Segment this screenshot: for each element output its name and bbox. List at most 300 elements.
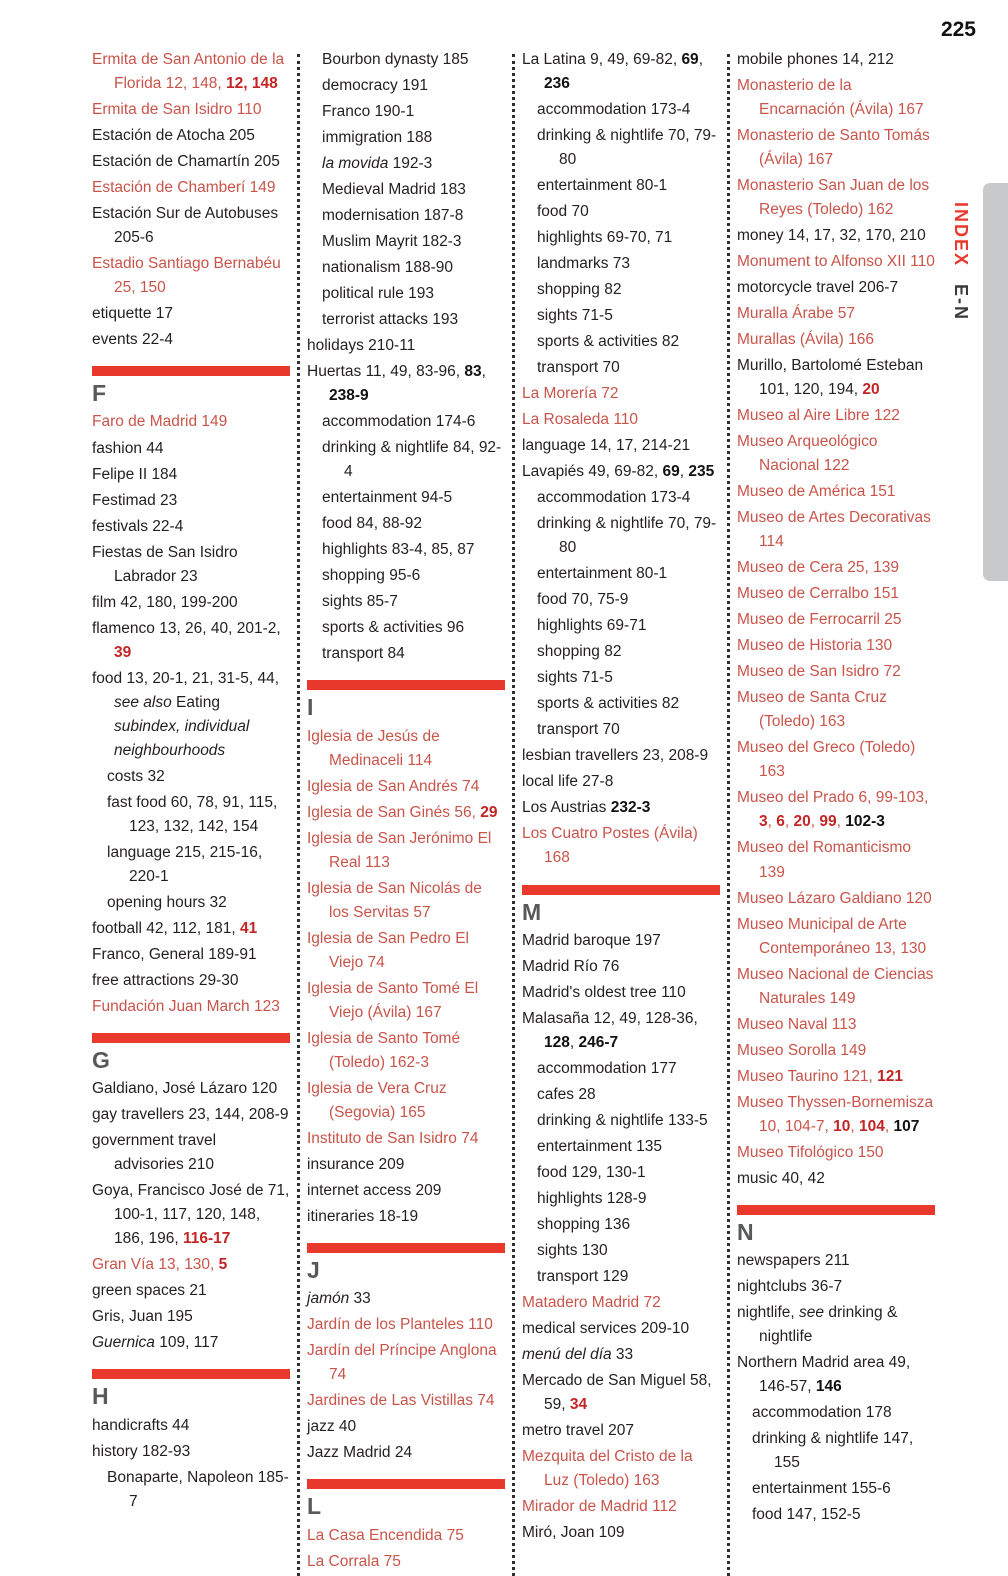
index-entry — [522, 822, 720, 870]
index-entry — [522, 770, 720, 794]
index-entry — [737, 1039, 935, 1063]
index-entry — [537, 1213, 720, 1237]
entry-text-run: football 42, 112, 181, — [92, 919, 240, 937]
index-column-3 — [522, 48, 720, 1576]
entry-text-run: drinking & nightlife 70, 79-80 — [537, 127, 717, 169]
index-entry — [737, 328, 935, 352]
index-entry — [737, 404, 935, 428]
index-entry — [307, 1077, 505, 1125]
entry-text-run: sights 85-7 — [322, 593, 398, 611]
section-divider-bar — [307, 1243, 505, 1253]
section-letter: G — [92, 1046, 110, 1073]
entry-text-run: transport 70 — [537, 721, 620, 739]
entry-text-run: Museo del Romanticismo 139 — [737, 839, 912, 881]
index-entry — [737, 506, 935, 554]
index-entry — [522, 1343, 720, 1367]
entry-text-run: Museo de Santa Cruz (Toledo) 163 — [737, 689, 887, 731]
entry-text-run: accommodation 173-4 — [537, 489, 691, 507]
section-letter: I — [307, 694, 314, 721]
index-entry — [92, 410, 290, 434]
entry-text-run: etiquette 17 — [92, 305, 174, 323]
entry-text-run: language 215, 215-16, 220-1 — [107, 843, 263, 885]
index-entry — [737, 1141, 935, 1165]
entry-text-run: accommodation 177 — [537, 1059, 677, 1077]
entry-text-run: Estación Sur de Autobuses 205-6 — [92, 205, 279, 247]
index-entry — [307, 977, 505, 1025]
entry-text-run: Monument to Alfonso XII 110 — [737, 253, 935, 271]
index-entry — [92, 124, 290, 148]
index-entry — [92, 463, 290, 487]
index-entry — [92, 667, 290, 763]
entry-text-run: government travel advisories 210 — [92, 1132, 217, 1174]
entry-text-run: Iglesia de San Pedro El Viejo 74 — [307, 929, 469, 971]
index-entry — [107, 891, 290, 915]
entry-text-run: food 70 — [537, 203, 589, 221]
index-entry — [737, 887, 935, 911]
index-entry — [307, 1415, 505, 1439]
entry-text-run: , — [810, 813, 820, 831]
index-entry — [537, 124, 720, 172]
entry-text-run: medical services 209-10 — [522, 1320, 690, 1338]
entry-text-run: sports & activities 82 — [537, 333, 680, 351]
index-entry — [522, 1317, 720, 1341]
index-entry — [307, 927, 505, 975]
entry-text-run: 39 — [114, 643, 132, 661]
entry-text-run: La Corrala 75 — [307, 1552, 401, 1570]
entry-text-run: entertainment 94-5 — [322, 489, 453, 507]
entry-text-run: democracy 191 — [322, 77, 428, 95]
index-entry — [92, 917, 290, 941]
entry-text-run: sights 130 — [537, 1241, 608, 1259]
entry-text-run: menú del día — [522, 1346, 612, 1364]
entry-text-run: Faro de Madrid 149 — [92, 413, 228, 431]
index-entry — [522, 408, 720, 432]
index-entry — [537, 1083, 720, 1107]
index-column-1 — [92, 48, 290, 1576]
index-entry — [307, 877, 505, 925]
section-header-h — [92, 1369, 290, 1409]
entry-text-run: 99 — [819, 813, 837, 831]
entry-text-run: 246-7 — [578, 1033, 619, 1051]
entry-text-run: Fundación Juan March 123 — [92, 997, 280, 1015]
index-entry — [307, 1179, 505, 1203]
tab-index-label: INDEX — [951, 202, 971, 268]
entry-text-run: food 84, 88-92 — [322, 515, 422, 533]
index-entry — [322, 48, 505, 72]
index-entry — [92, 202, 290, 250]
index-entry — [322, 204, 505, 228]
index-entry — [737, 224, 935, 248]
entry-text-run: highlights 83-4, 85, 87 — [322, 541, 475, 559]
index-entry — [322, 178, 505, 202]
index-entry — [307, 334, 505, 358]
index-entry — [307, 360, 505, 408]
index-entry — [322, 616, 505, 640]
entry-text-run: Museo de Ferrocarril 25 — [737, 611, 902, 629]
index-entry — [537, 98, 720, 122]
entry-text-run: landmarks 73 — [537, 255, 631, 273]
entry-text-run: shopping 82 — [537, 281, 622, 299]
index-entry — [522, 434, 720, 458]
entry-text-run: nightlife, — [737, 1304, 800, 1322]
section-letter: F — [92, 380, 107, 407]
index-entry — [537, 588, 720, 612]
entry-text-run: Museo de Historia 130 — [737, 637, 893, 655]
index-entry — [737, 686, 935, 734]
entry-text-run: 109, 117 — [154, 1334, 219, 1352]
entry-text-run: Museo Nacional de Ciencias Naturales 149 — [737, 965, 934, 1007]
entry-text-run: Museo de Cera 25, 139 — [737, 559, 899, 577]
index-entry — [307, 725, 505, 773]
index-entry — [737, 660, 935, 684]
index-entry — [737, 836, 935, 884]
entry-text-run: Museo Arqueológico Nacional 122 — [737, 433, 878, 475]
entry-text-run: Festimad 23 — [92, 491, 178, 509]
entry-text-run: Gran Vía 13, 130, — [92, 1256, 219, 1274]
entry-text-run: 10 — [833, 1117, 851, 1135]
entry-text-run: Northern Madrid area 49, 146-57, — [737, 1354, 911, 1396]
index-entry — [537, 304, 720, 328]
entry-text-run: 238-9 — [329, 387, 369, 405]
entry-text-run: Medieval Madrid 183 — [322, 181, 466, 199]
entry-text-run: mobile phones 14, 212 — [737, 51, 894, 68]
index-entry — [522, 1007, 720, 1055]
index-entry — [92, 1129, 290, 1177]
entry-text-run: , — [767, 813, 777, 831]
entry-text-run: shopping 82 — [537, 643, 622, 661]
index-entry — [307, 1027, 505, 1075]
entry-text-run: modernisation 187-8 — [322, 207, 464, 225]
index-entry — [737, 786, 935, 834]
entry-text-run: Ermita de San Isidro 110 — [92, 101, 262, 119]
entry-text-run: , — [569, 1033, 579, 1051]
index-entry — [307, 1339, 505, 1387]
index-entry — [92, 943, 290, 967]
index-entry — [737, 963, 935, 1011]
column-separator — [512, 54, 515, 1576]
index-entry — [307, 1127, 505, 1151]
entry-text-run: Monasterio de Santo Tomás (Ávila) 167 — [737, 127, 930, 169]
entry-text-run: Estación de Atocha 205 — [92, 127, 255, 145]
index-entry — [92, 591, 290, 615]
entry-text-run: Madrid Río 76 — [522, 957, 620, 975]
index-entry — [307, 1287, 505, 1311]
entry-text-run: Galdiano, José Lázaro 120 — [92, 1080, 278, 1098]
entry-text-run: Museo Lázaro Galdiano 120 — [737, 889, 932, 907]
entry-text-run: 34 — [569, 1396, 588, 1414]
entry-text-run: holidays 210-11 — [307, 337, 416, 355]
index-entry — [737, 1275, 935, 1299]
index-entry — [92, 302, 290, 326]
entry-text-run: Iglesia de Santo Tomé (Toledo) 162-3 — [307, 1029, 461, 1071]
index-entry — [752, 1503, 935, 1527]
entry-text-run: sports & activities 96 — [322, 619, 465, 637]
index-entry — [737, 174, 935, 222]
index-entry — [752, 1401, 935, 1425]
index-entry — [522, 1521, 720, 1545]
entry-text-run: 192-3 — [388, 155, 433, 173]
index-entry — [92, 1331, 290, 1355]
index-entry — [322, 152, 505, 176]
entry-text-run: green spaces 21 — [92, 1282, 207, 1300]
entry-text-run: Malasaña 12, 49, 128-36, — [522, 1009, 698, 1027]
entry-text-run: 232-3 — [610, 799, 651, 817]
index-entry — [92, 48, 290, 96]
entry-text-run: , — [884, 1117, 894, 1135]
entry-text-run: Madrid baroque 197 — [522, 931, 661, 949]
index-column-2 — [307, 48, 505, 1576]
index-entry — [537, 666, 720, 690]
entry-text-run: , — [784, 813, 794, 831]
index-entry — [322, 590, 505, 614]
index-entry — [92, 1077, 290, 1101]
index-entry — [537, 200, 720, 224]
section-header-l — [307, 1479, 505, 1519]
index-entry — [92, 98, 290, 122]
index-entry — [737, 1091, 935, 1139]
entry-text-run: Madrid's oldest tree 110 — [522, 983, 686, 1001]
section-divider-bar — [737, 1205, 935, 1215]
index-entry — [522, 1445, 720, 1493]
index-entry — [737, 1301, 935, 1349]
entry-text-run: Los Austrias — [522, 799, 611, 817]
entry-text-run: Iglesia de San Ginés 56, — [307, 803, 481, 821]
index-entry — [737, 608, 935, 632]
entry-text-run: 107 — [893, 1117, 920, 1135]
index-entry — [522, 460, 720, 484]
index-entry — [537, 1239, 720, 1263]
entry-text-run: Museo Sorolla 149 — [737, 1041, 867, 1059]
entry-text-run: 83 — [464, 363, 482, 381]
index-entry — [737, 1065, 935, 1089]
entry-text-run: motorcycle travel 206-7 — [737, 279, 899, 297]
entry-text-run: Franco 190-1 — [322, 103, 415, 121]
entry-text-run: costs 32 — [107, 767, 165, 785]
index-entry — [537, 356, 720, 380]
index-entry — [107, 765, 290, 789]
tab-range-label: E-N — [951, 284, 971, 322]
entry-text-run: 6 — [776, 813, 785, 831]
entry-text-run: drinking & nightlife 133-5 — [537, 1111, 708, 1129]
entry-text-run: la movida — [322, 155, 389, 173]
index-entry — [537, 330, 720, 354]
index-entry — [737, 736, 935, 784]
index-entry — [92, 1305, 290, 1329]
entry-text-run: entertainment 155-6 — [752, 1480, 891, 1498]
index-entry — [322, 256, 505, 280]
entry-text-run: Goya, Francisco José de 71, 100-1, 117, 120, 148, 186, 196, — [92, 1182, 290, 1248]
index-thumb-tab — [983, 183, 1008, 581]
entry-text-run: La Casa Encendida 75 — [307, 1526, 464, 1544]
entry-text-run: Iglesia de San Nicolás de los Servitas 57 — [307, 879, 482, 921]
entry-text-run: Iglesia de San Jerónimo El Real 113 — [307, 829, 492, 871]
entry-text-run: 128 — [544, 1033, 570, 1051]
index-entry — [537, 486, 720, 510]
index-entry — [107, 841, 290, 889]
index-entry — [737, 582, 935, 606]
entry-text-run: Guernica — [92, 1334, 155, 1352]
entry-text-run: Muralla Árabe 57 — [737, 305, 856, 323]
entry-text-run: , — [698, 51, 703, 68]
entry-text-run: La Morería 72 — [522, 385, 619, 403]
index-entry — [322, 564, 505, 588]
entry-text-run: entertainment 80-1 — [537, 565, 668, 583]
entry-text-run: 3 — [759, 813, 768, 831]
index-entry — [737, 1351, 935, 1399]
entry-text-run: Jardines de Las Vistillas 74 — [307, 1392, 495, 1410]
entry-text-run: lesbian travellers 23, 208-9 — [522, 747, 709, 765]
entry-text-run: 146 — [815, 1378, 842, 1396]
entry-text-run: highlights 128-9 — [537, 1189, 647, 1207]
entry-text-run: Museo del Greco (Toledo) 163 — [737, 739, 916, 781]
index-entry — [737, 1249, 935, 1273]
entry-text-run: 20 — [793, 813, 811, 831]
entry-text-run: Monasterio San Juan de los Reyes (Toledo) 162 — [737, 177, 930, 219]
entry-text-run: Los Cuatro Postes (Ávila) 168 — [522, 825, 698, 867]
index-entry — [322, 436, 505, 484]
section-letter: L — [307, 1493, 322, 1520]
entry-text-run: sights 71-5 — [537, 669, 613, 687]
index-entry — [537, 718, 720, 742]
index-entry — [322, 126, 505, 150]
entry-text-run: Gris, Juan 195 — [92, 1308, 193, 1326]
index-entry — [307, 1313, 505, 1337]
section-header-n — [737, 1205, 935, 1245]
index-entry — [537, 1109, 720, 1133]
entry-text-run: accommodation 174-6 — [322, 413, 476, 431]
entry-text-run: Matadero Madrid 72 — [522, 1294, 661, 1312]
section-divider-bar — [92, 366, 290, 376]
index-columns — [92, 48, 935, 1576]
entry-text-run: 5 — [218, 1256, 228, 1274]
index-entry — [307, 801, 505, 825]
entry-text-run: Jazz Madrid 24 — [307, 1444, 413, 1462]
index-entry — [737, 124, 935, 172]
entry-text-run: Iglesia de Vera Cruz (Segovia) 165 — [307, 1079, 447, 1121]
index-entry — [307, 1205, 505, 1229]
index-entry — [92, 1414, 290, 1438]
entry-text-run: 29 — [480, 803, 498, 821]
entry-text-run: opening hours 32 — [107, 893, 227, 911]
index-entry — [307, 1441, 505, 1465]
entry-text-run: sports & activities 82 — [537, 695, 680, 713]
section-header-i — [307, 680, 505, 720]
index-entry — [92, 176, 290, 200]
entry-text-run: 236 — [544, 75, 570, 93]
entry-text-run: Museo de San Isidro 72 — [737, 663, 901, 681]
entry-text-run: terrorist attacks 193 — [322, 311, 459, 329]
entry-text-run: language 14, 17, 214-21 — [522, 437, 691, 455]
entry-text-run: Estación de Chamberí 149 — [92, 179, 276, 197]
entry-text-run: 102-3 — [845, 813, 885, 831]
index-entry — [522, 1291, 720, 1315]
entry-text-run: Museo de América 151 — [737, 483, 896, 501]
index-entry — [92, 437, 290, 461]
index-entry — [107, 1466, 290, 1514]
index-entry — [107, 791, 290, 839]
entry-text-run: political rule 193 — [322, 285, 435, 303]
entry-text-run: 121 — [877, 1067, 904, 1085]
entry-text-run: cafes 28 — [537, 1085, 596, 1103]
index-entry — [92, 1179, 290, 1251]
index-entry — [322, 486, 505, 510]
entry-text-run: Bonaparte, Napoleon 185-7 — [107, 1468, 289, 1510]
index-entry — [322, 74, 505, 98]
entry-text-run: accommodation 178 — [752, 1404, 892, 1422]
index-entry — [737, 480, 935, 504]
entry-text-run: entertainment 135 — [537, 1137, 662, 1155]
section-header-f — [92, 366, 290, 406]
index-entry — [307, 1153, 505, 1177]
entry-text-run: , — [836, 813, 846, 831]
index-entry — [737, 276, 935, 300]
entry-text-run: 12, 148 — [226, 75, 278, 93]
entry-text-run: transport 84 — [322, 645, 405, 663]
entry-text-run: drinking & nightlife — [759, 1304, 898, 1346]
entry-text-run: Muslim Mayrit 182-3 — [322, 233, 462, 251]
index-entry — [522, 1495, 720, 1519]
entry-text-run: 41 — [239, 919, 258, 937]
entry-text-run: transport 129 — [537, 1268, 629, 1285]
entry-text-run: Museo Thyssen-Bornemisza 10, 104-7, — [737, 1093, 934, 1135]
index-entry — [537, 174, 720, 198]
entry-text-run: shopping 95-6 — [322, 567, 421, 585]
index-entry — [537, 278, 720, 302]
entry-text-run: money 14, 17, 32, 170, 210 — [737, 227, 926, 245]
index-entry — [322, 410, 505, 434]
section-divider-bar — [522, 885, 720, 895]
entry-text-run: Murallas (Ávila) 166 — [737, 331, 874, 349]
entry-text-run: , — [679, 463, 689, 481]
index-entry — [737, 354, 935, 402]
entry-text-run: insurance 209 — [307, 1155, 405, 1173]
index-entry — [307, 775, 505, 799]
index-entry — [92, 252, 290, 300]
entry-text-run: La Rosaleda 110 — [522, 411, 639, 429]
index-entry — [522, 1419, 720, 1443]
entry-text-run: Jardín del Príncipe Anglona 74 — [307, 1342, 497, 1384]
entry-text-run: food 129, 130-1 — [537, 1163, 646, 1181]
entry-text-run: La Latina 9, 49, 69-82, — [522, 51, 682, 68]
section-letter: N — [737, 1218, 754, 1245]
entry-text-run: Iglesia de Jesús de Medinaceli 114 — [307, 727, 440, 769]
entry-text-run: sights 71-5 — [537, 307, 613, 325]
index-entry — [752, 1427, 935, 1475]
entry-text-run: Murillo, Bartolomé Esteban 101, 120, 194, — [737, 357, 924, 399]
entry-text-run: Monasterio de la Encarnación (Ávila) 167 — [737, 77, 924, 119]
index-entry — [537, 1057, 720, 1081]
entry-text-run: food 13, 20-1, 21, 31-5, 44, — [92, 669, 279, 687]
entry-text-run: local life 27-8 — [522, 773, 614, 791]
entry-text-run: Jardín de los Planteles 110 — [307, 1316, 493, 1334]
entry-text-run: free attractions 29-30 — [92, 971, 239, 989]
index-entry — [307, 1389, 505, 1413]
entry-text-run: Mezquita del Cristo de la Luz (Toledo) 163 — [522, 1448, 693, 1490]
entry-text-run: nationalism 188-90 — [322, 259, 453, 277]
entry-text-run: Bourbon dynasty 185 — [322, 51, 469, 68]
index-entry — [537, 1187, 720, 1211]
index-entry — [737, 556, 935, 580]
entry-text-run: nightclubs 36-7 — [737, 1278, 843, 1296]
entry-text-run: jamón — [307, 1290, 350, 1308]
entry-text-run: Museo del Prado 6, 99-103, — [737, 789, 929, 807]
entry-text-run: fashion 44 — [92, 439, 164, 457]
section-letter: H — [92, 1383, 109, 1410]
entry-text-run: immigration 188 — [322, 129, 433, 147]
entry-text-run: 104 — [858, 1117, 885, 1135]
index-entry — [737, 1013, 935, 1037]
entry-text-run: Ermita de San Antonio de la Florida 12, 148, — [92, 51, 285, 93]
